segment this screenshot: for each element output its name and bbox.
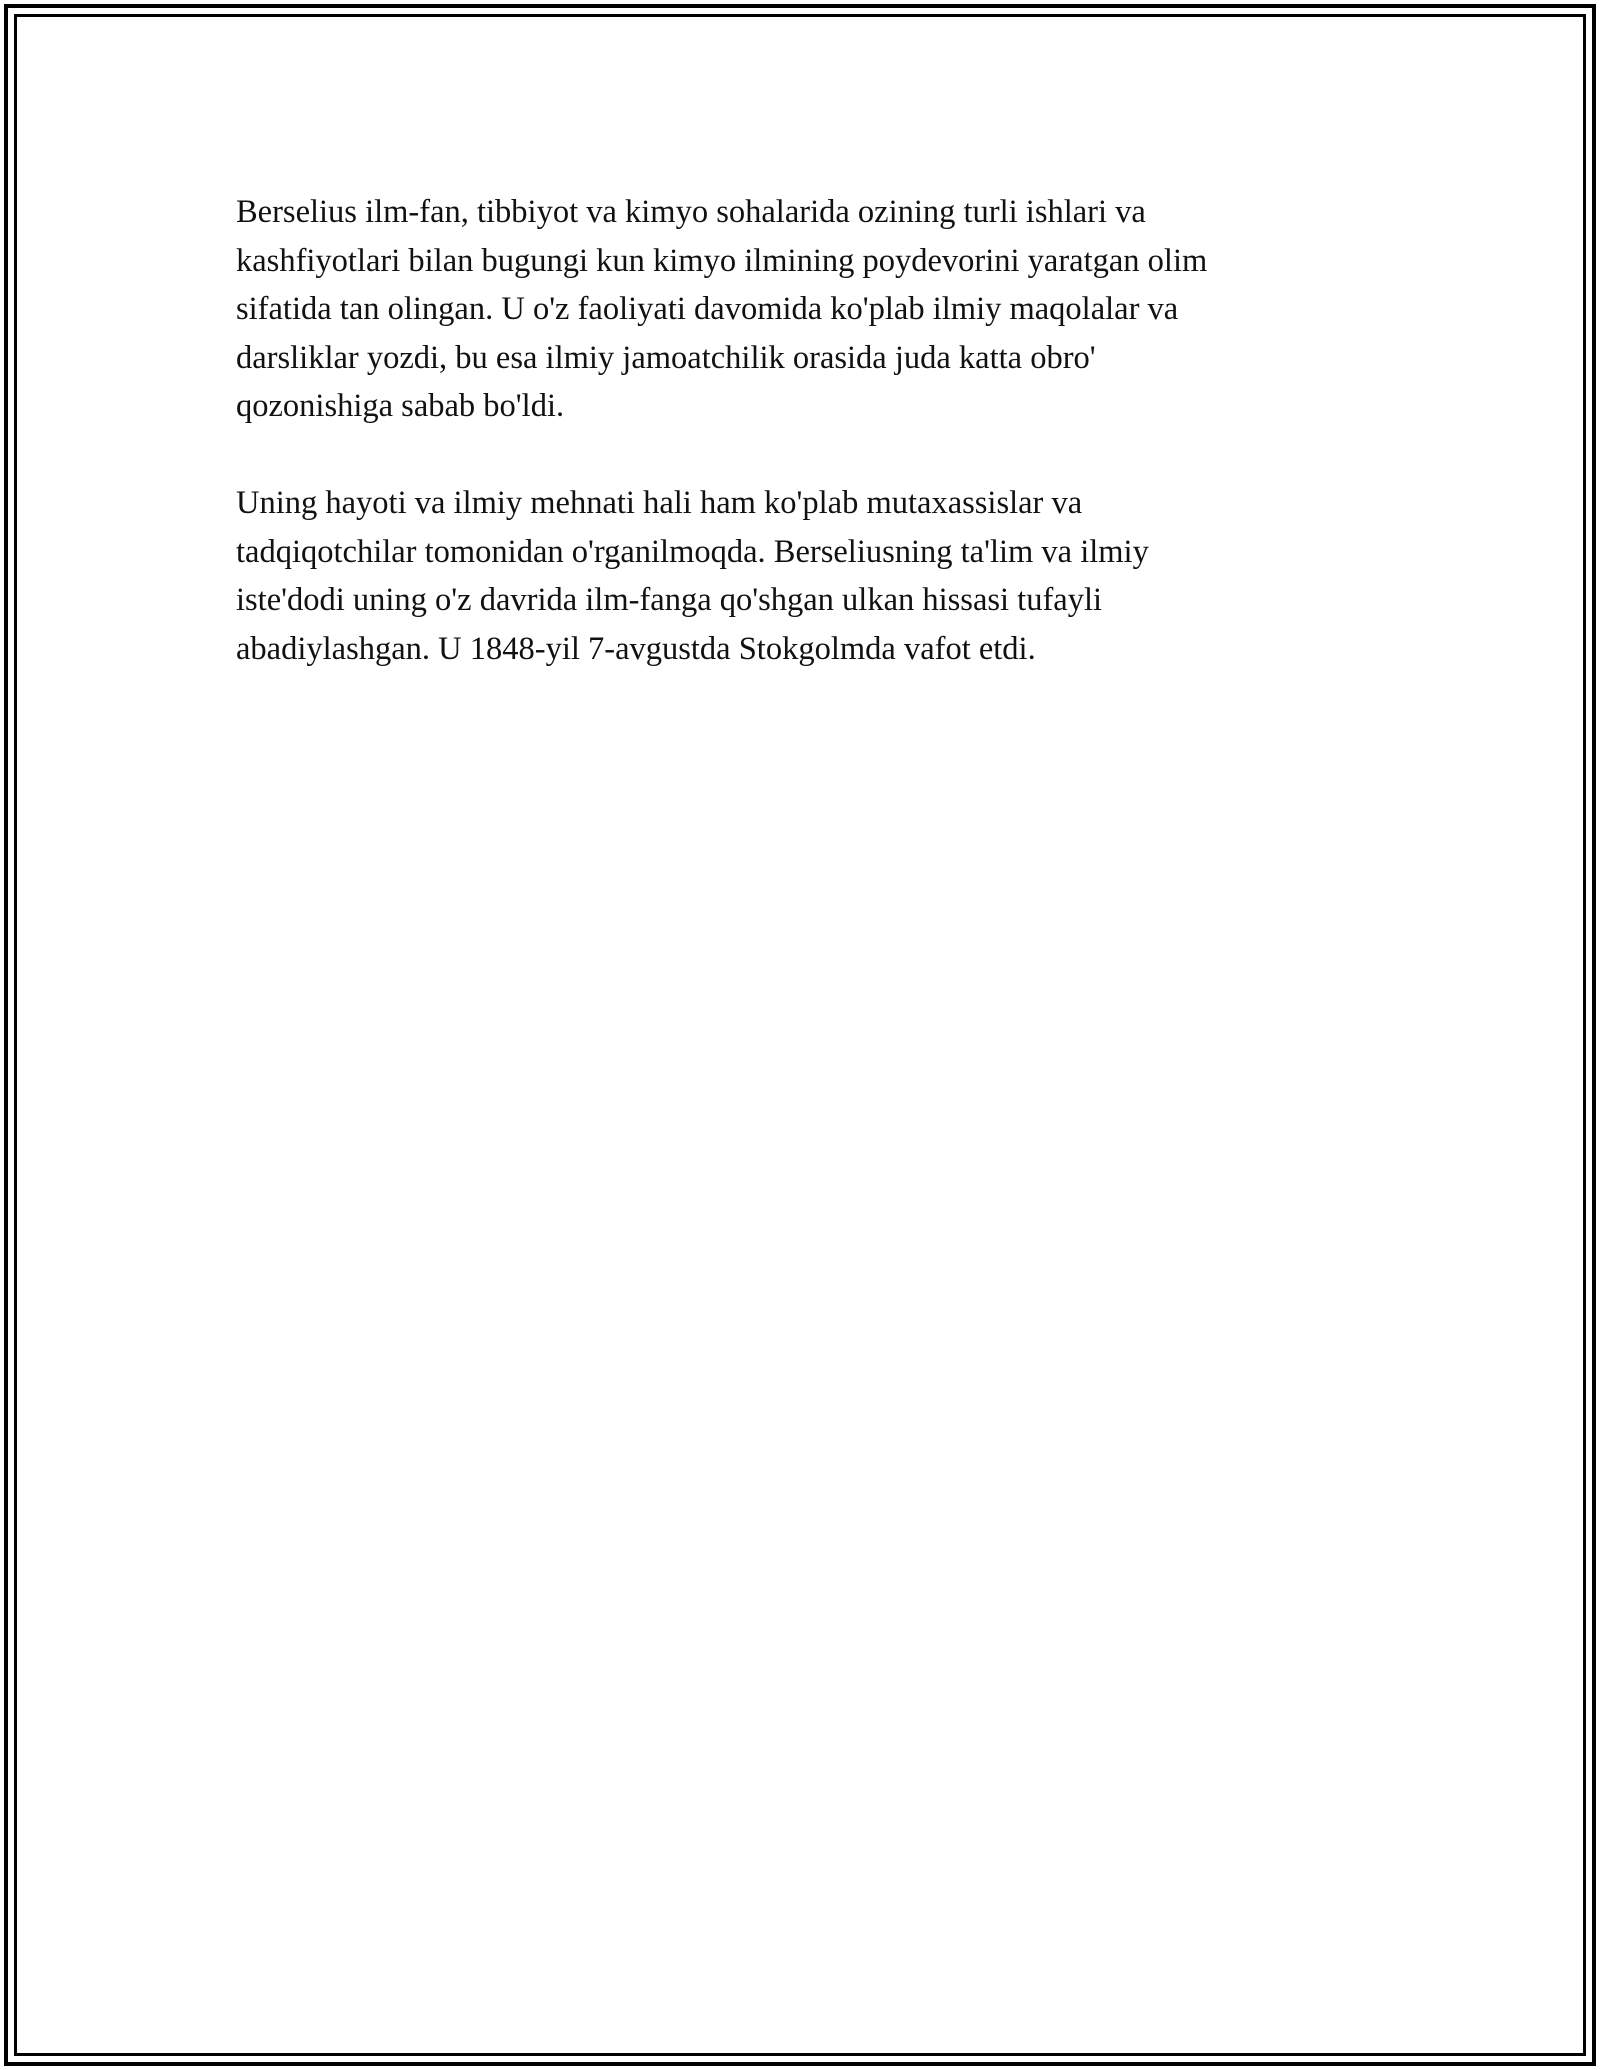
document-body	[236, 188, 1356, 722]
paragraph-line: sifatida tan olingan. U o'z faoliyati davomida ko'plab ilmiy maqolalar va	[236, 291, 1179, 327]
paragraph-line: abadiylashgan. U 1848-yil 7-avgustda Stokgolmda vafot etdi.	[236, 630, 1036, 667]
paragraph-line: darsliklar yozdi, bu esa ilmiy jamoatchilik orasida juda katta obro'	[236, 339, 1096, 376]
paragraph-line: tadqiqotchilar tomonidan o'rganilmoqda. Berseliusning ta'lim va ilmiy	[236, 533, 1149, 570]
paragraph-2	[236, 479, 1356, 673]
paragraph-line: Berselius ilm-fan, tibbiyot va kimyo sohalarida ozining turli ishlari va	[236, 194, 1146, 230]
paragraph-line: Uning hayoti va ilmiy mehnati hali ham ko'plab mutaxassislar va	[236, 485, 1083, 521]
paragraph-1	[236, 188, 1356, 431]
paragraph-line: iste'dodi uning o'z davrida ilm-fanga qo'shgan ulkan hissasi tufayli	[236, 582, 1103, 618]
paragraph-line: qozonishiga sabab bo'ldi.	[236, 388, 565, 424]
paragraph-line: kashfiyotlari bilan bugungi kun kimyo ilmining poydevorini yaratgan olim	[236, 242, 1208, 279]
